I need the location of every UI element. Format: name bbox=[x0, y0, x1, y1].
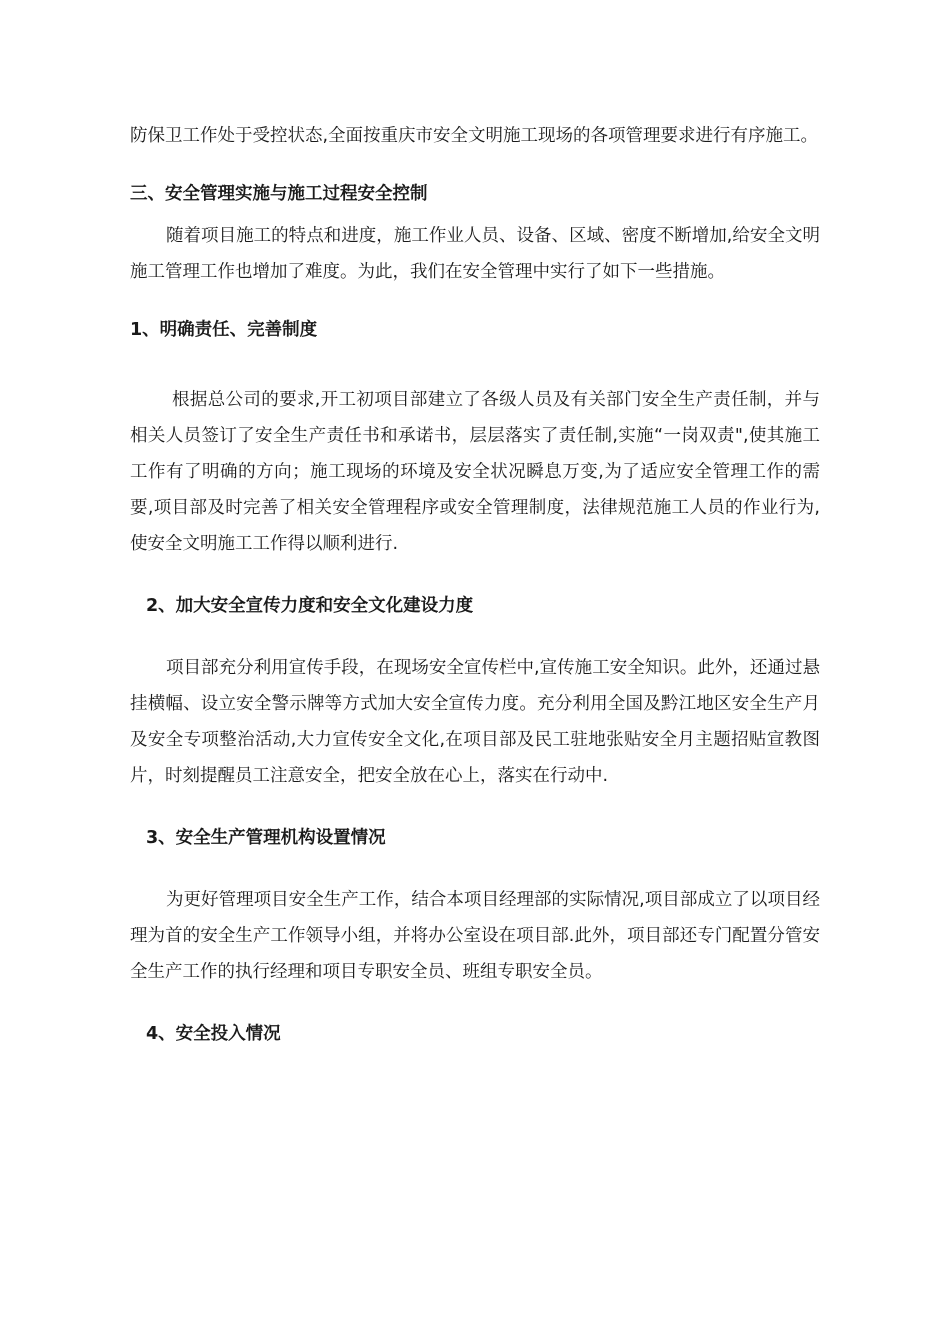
body-paragraph-3: 为更好管理项目安全生产工作，结合本项目经理部的实际情况,项目部成立了以项目经理为首的安全生产工作领导小组，并将办公室设在项目部.此外，项目部还专门配置分管安全生产工作的执行经理和项目专职安全员、班组专职安全员。 bbox=[130, 890, 820, 982]
spacer bbox=[130, 290, 820, 312]
spacer bbox=[130, 856, 820, 882]
body-paragraph-1: 根据总公司的要求,开工初项目部建立了各级人员及有关部门安全生产责任制，并与相关人员签订了安全生产责任书和承诺书，层层落实了责任制,实施“一岗双责",使其施工工作有了明确的方向；施工现场的环境及安全状况瞬息万变,为了适应安全管理工作的需要,项目部及时完善了相关安全管理程序或安全管理制度，法律规范施工人员的作业行为,使安全文明施工工作得以顺利进行. bbox=[130, 390, 820, 554]
spacer bbox=[130, 154, 820, 176]
subheading-2: 2、加大安全宣传力度和安全文化建设力度 bbox=[146, 596, 474, 616]
spacer bbox=[130, 794, 820, 820]
spacer bbox=[130, 624, 820, 650]
intro-paragraph: 随着项目施工的特点和进度，施工作业人员、设备、区域、密度不断增加,给安全文明施工管理工作也增加了难度。为此，我们在安全管理中实行了如下一些措施。 bbox=[130, 226, 820, 282]
body-paragraph-2: 项目部充分利用宣传手段，在现场安全宣传栏中,宣传施工安全知识。此外，还通过悬挂横幅、设立安全警示牌等方式加大安全宣传力度。充分利用全国及黔江地区安全生产月及安全专项整治活动,大力宣传安全文化,在项目部及民工驻地张贴安全月主题招贴宣教图片，时刻提醒员工注意安全，把安全放在心上，落实在行动中. bbox=[130, 658, 820, 786]
continued-paragraph: 防保卫工作处于受控状态,全面按重庆市安全文明施工现场的各项管理要求进行有序施工。 bbox=[130, 126, 819, 146]
spacer bbox=[130, 990, 820, 1016]
section-heading: 三、安全管理实施与施工过程安全控制 bbox=[130, 184, 428, 204]
document-page bbox=[130, 118, 820, 1052]
subheading-1: 1、明确责任、完善制度 bbox=[130, 320, 318, 340]
spacer bbox=[130, 562, 820, 588]
subheading-4: 4、安全投入情况 bbox=[146, 1024, 281, 1044]
spacer bbox=[130, 348, 820, 382]
subheading-3: 3、安全生产管理机构设置情况 bbox=[146, 828, 386, 848]
